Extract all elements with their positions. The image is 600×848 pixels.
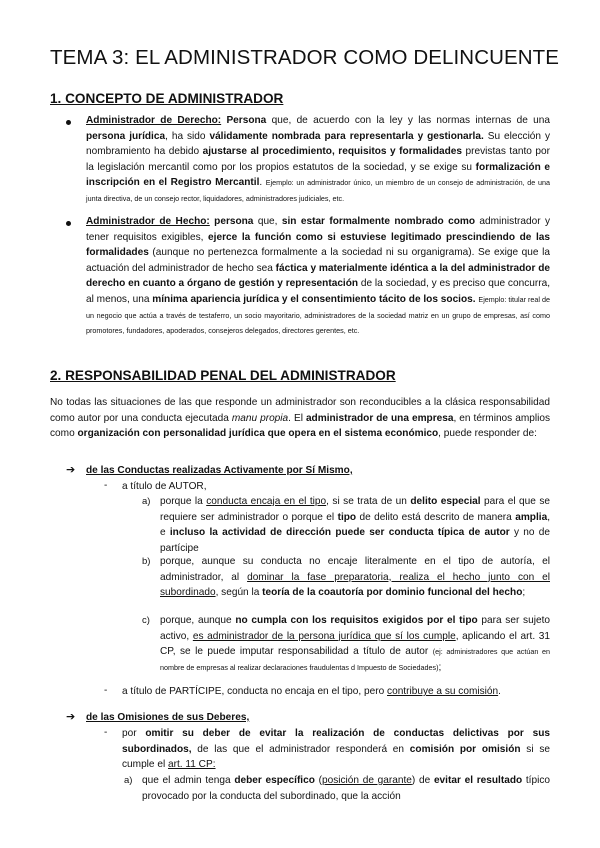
dash-marker: - bbox=[104, 480, 108, 491]
example-derecho: Ejemplo: un administrador único, un miembro de un consejo de administración, de una junta directiva, de un consejo rector, liquidadores, administradores judiciales, etc. bbox=[86, 178, 550, 203]
dash-marker: - bbox=[104, 685, 108, 696]
item-autor: a título de AUTOR, bbox=[122, 481, 207, 492]
item-activas-a: porque la conducta encaja en el tipo, si se trata de un delito especial para el que se requiere ser administrador o porque el tipo de delito está descrito de manera amplia, e incluso la actividad de dirección puede ser conducta típica de autor y no de partícipe bbox=[160, 496, 551, 554]
page-title: TEMA 3: EL ADMINISTRADOR COMO DELINCUENTE bbox=[50, 46, 560, 69]
section-2-heading: 2. RESPONSABILIDAD PENAL DEL ADMINISTRADOR bbox=[50, 368, 396, 383]
example-hecho: Ejemplo: titular real de un negocio que actúa a través de testaferro, un socio mayoritario, administradores de la sociedad matriz en un grupo de empresas, así como promotores, fundadores, apoderados, consejeros delegados, directores gerentes, etc. bbox=[86, 294, 550, 336]
dash-marker: - bbox=[104, 727, 108, 738]
item-activas-b: porque, aunque su conducta no encaje literalmente en el tipo de autoría, el administrador, al dominar la fase preparatoria, realiza el hecho junto con el subordinado, según la teoría de la coautoría por dominio funcional del hecho; bbox=[160, 556, 550, 599]
item-omisiones-dash: por omitir su deber de evitar la realización de conductas delictivas por sus subordinados, de las que el administrador responderá en comisión por omisión si se cumple el art. 11 CP: bbox=[122, 728, 551, 771]
item-activas-c: porque, aunque no cumpla con los requisitos exigidos por el tipo para ser sujeto activo, es administrador de la persona jurídica que sí los cumple, aplicando el art. 31 CP, se le puede imputar responsabilidad a título de autor (ej: administradores que actúan en nombre de empresas al realizar declaraciones fraudulentas d Impuesto de Sociedades); bbox=[160, 615, 551, 673]
bullet-derecho bbox=[66, 120, 71, 125]
paragraph-administrador-hecho: Administrador de Hecho: persona que, sin estar formalmente nombrado como administrador y tener requisitos exigibles, ejerce la función como si estuviese legitimado prescindiendo de las formalidades (aunque no pertenezca formalmente a la sociedad ni su organigrama). Se exige que la actuación del administrador de hecho sea fáctica y materialmente idéntica a la del administrador de derecho en cuanto a órgano de gestión y representación de la sociedad, y es preciso que concurra, al menos, una mínima apariencia jurídica y el consentimiento tácito de los socios. Ejemplo: titular real de un negocio que actúa a través de testaferro, un socio mayoritario, administradores de la sociedad matriz en un grupo de empresas, así como promotores, fundadores, apoderados, consejeros delegados, directores gerentes, etc. bbox=[86, 216, 550, 336]
item-omisiones-a: que el admin tenga deber específico (posición de garante) de evitar el resultado típico provocado por la conducta del subordinado, que la acción bbox=[142, 775, 550, 802]
marker-c: c) bbox=[142, 615, 150, 626]
item-participe: a título de PARTÍCIPE, conducta no encaja en el tipo, pero contribuye a su comisión. bbox=[122, 686, 501, 697]
label-hecho: Administrador de Hecho: bbox=[86, 216, 210, 227]
heading-omisiones: de las Omisiones de sus Deberes, bbox=[86, 712, 250, 723]
arrow-icon: ➔ bbox=[66, 464, 76, 476]
paragraph-administrador-derecho: Administrador de Derecho: Persona que, de acuerdo con la ley y las normas internas de una persona jurídica, ha sido válidamente nombrada para representarla y gestionarla. Su elección y nombramiento ha debido ajustarse al procedimiento, requisitos y formalidades previstas tanto por la legislación mercantil como por los propios estatutos de la sociedad, y se exige su formalización e inscripción en el Registro Mercantil. Ejemplo: un administrador único, un miembro de un consejo de administración, de una junta directiva, de un consejo rector, liquidadores, administradores judiciales, etc. bbox=[86, 115, 551, 203]
bullet-hecho bbox=[66, 221, 71, 226]
heading-conductas-activas: de las Conductas realizadas Activamente por Sí Mismo, bbox=[86, 465, 353, 476]
arrow-icon: ➔ bbox=[66, 711, 76, 723]
paragraph-intro-responsabilidad: No todas las situaciones de las que responde un administrador son reconducibles a la clásica responsabilidad como autor por una conducta ejecutada manu propia. El administrador de una empresa, en términos amplios como organización con personalidad jurídica que opera en el sistema económico, puede responder de: bbox=[50, 397, 550, 440]
marker-a: a) bbox=[142, 496, 151, 507]
marker-a: a) bbox=[124, 775, 133, 786]
label-derecho: Administrador de Derecho: bbox=[86, 115, 222, 126]
section-1-heading: 1. CONCEPTO DE ADMINISTRADOR bbox=[50, 91, 284, 106]
marker-b: b) bbox=[142, 556, 151, 567]
